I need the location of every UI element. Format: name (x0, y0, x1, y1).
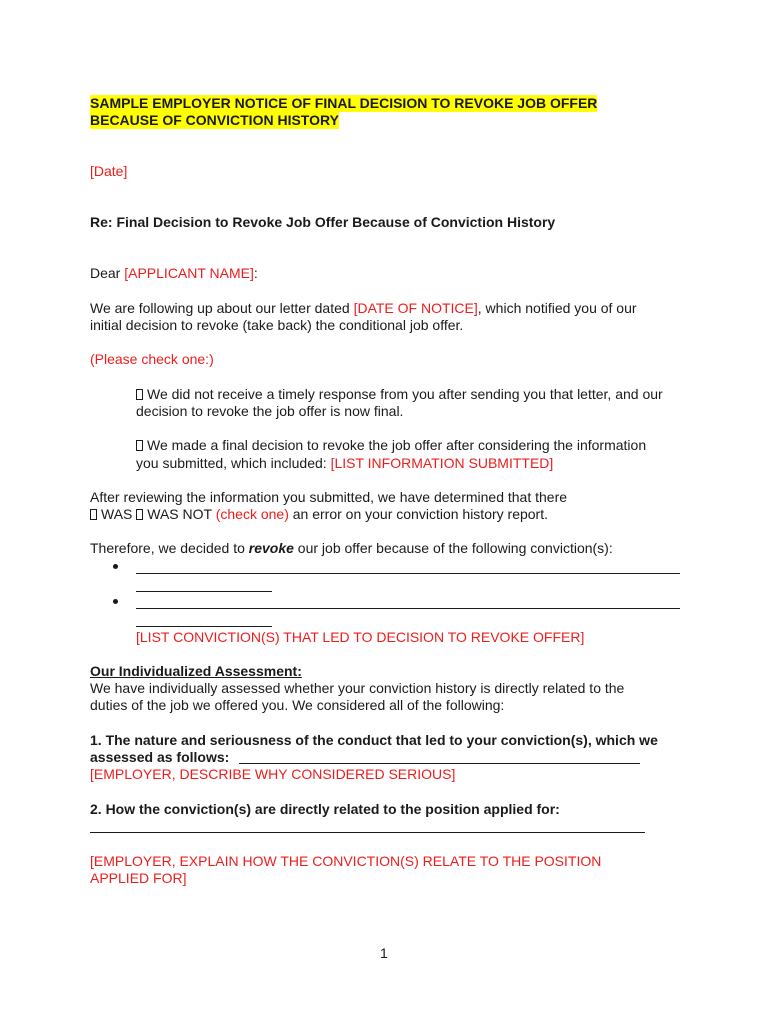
followup-text: We are following up about our letter dated (90, 300, 354, 316)
direct-relation-placeholder-line2: APPLIED FOR] (90, 870, 187, 886)
revoke-emphasis: revoke (248, 540, 294, 556)
nature-seriousness-line1: 1. The nature and seriousness of the conduct that led to your conviction(s), which we (90, 732, 658, 748)
conviction-bullet-1 (113, 564, 118, 569)
review-paragraph-line1: After reviewing the information you submitted, we have determined that there (90, 489, 568, 505)
option-no-response-line2: decision to revoke the job offer is now final. (136, 403, 404, 419)
followup-text-end: , which notified you of our (477, 300, 637, 316)
date-placeholder: [Date] (90, 163, 128, 179)
option-final-decision-line1: We made a final decision to revoke the job offer after considering the information (147, 437, 647, 453)
assessment-line1: We have individually assessed whether your conviction history is directly related to the (90, 680, 625, 696)
salutation (90, 265, 258, 281)
assessment-line2: duties of the job we offered you. We considered all of the following: (90, 697, 505, 713)
checkbox-was-not[interactable] (136, 509, 143, 520)
direct-relation-heading: 2. How the conviction(s) are directly related to the position applied for: (90, 801, 560, 817)
date-of-notice-placeholder: [DATE OF NOTICE] (353, 300, 478, 316)
nature-seriousness-line2: assessed as follows: (90, 749, 230, 765)
conviction-blank-1[interactable] (136, 573, 680, 574)
check-one-instruction: (Please check one:) (90, 351, 214, 367)
check-one-note: (check one) (215, 506, 289, 522)
therefore-before: Therefore, we decided to (90, 540, 249, 556)
review-paragraph-line2 (90, 506, 548, 522)
conviction-bullet-2 (113, 599, 118, 604)
seriousness-blank[interactable] (239, 763, 640, 764)
checkbox-no-response[interactable] (136, 389, 143, 400)
convictions-placeholder: [LIST CONVICTION(S) THAT LED TO DECISION TO REVOKE OFFER] (136, 629, 585, 645)
information-submitted-placeholder: [LIST INFORMATION SUBMITTED] (330, 455, 554, 471)
option-no-response-line1: We did not receive a timely response from you after sending you that letter, and our (147, 386, 663, 402)
salutation-colon: : (253, 265, 258, 281)
conviction-blank-2-cont[interactable] (136, 626, 272, 627)
therefore-after: our job offer because of the following conviction(s): (293, 540, 613, 556)
option-final-decision-line2 (136, 455, 553, 471)
option-final-decision (136, 437, 646, 453)
direct-relation-blank[interactable] (90, 832, 645, 833)
salutation-dear: Dear (90, 265, 125, 281)
direct-relation-placeholder-line1: [EMPLOYER, EXPLAIN HOW THE CONVICTION(S) RELATE TO THE POSITION (90, 853, 602, 869)
was-label: WAS (101, 506, 137, 522)
page-number: 1 (380, 945, 388, 961)
notice-title-line2: BECAUSE OF CONVICTION HISTORY (90, 112, 339, 128)
subject-line: Re: Final Decision to Revoke Job Offer Because of Conviction History (90, 214, 556, 230)
followup-paragraph-line2: initial decision to revoke (take back) the conditional job offer. (90, 317, 464, 333)
checkbox-final-decision[interactable] (136, 440, 143, 451)
assessment-heading: Our Individualized Assessment: (90, 663, 302, 679)
review-rest: an error on your conviction history report. (288, 506, 548, 522)
notice-title-line1: SAMPLE EMPLOYER NOTICE OF FINAL DECISION TO REVOKE JOB OFFER (90, 95, 598, 111)
applicant-name-placeholder: [APPLICANT NAME] (124, 265, 254, 281)
conviction-blank-2[interactable] (136, 608, 680, 609)
seriousness-placeholder: [EMPLOYER, DESCRIBE WHY CONSIDERED SERIOUS] (90, 766, 456, 782)
conviction-blank-1-cont[interactable] (136, 591, 272, 592)
checkbox-was[interactable] (90, 509, 97, 520)
therefore-line (90, 540, 613, 556)
option-final-decision-text: you submitted, which included: (136, 455, 331, 471)
was-not-label: WAS NOT (147, 506, 216, 522)
followup-paragraph-line1 (90, 300, 637, 316)
option-no-response (136, 386, 663, 402)
